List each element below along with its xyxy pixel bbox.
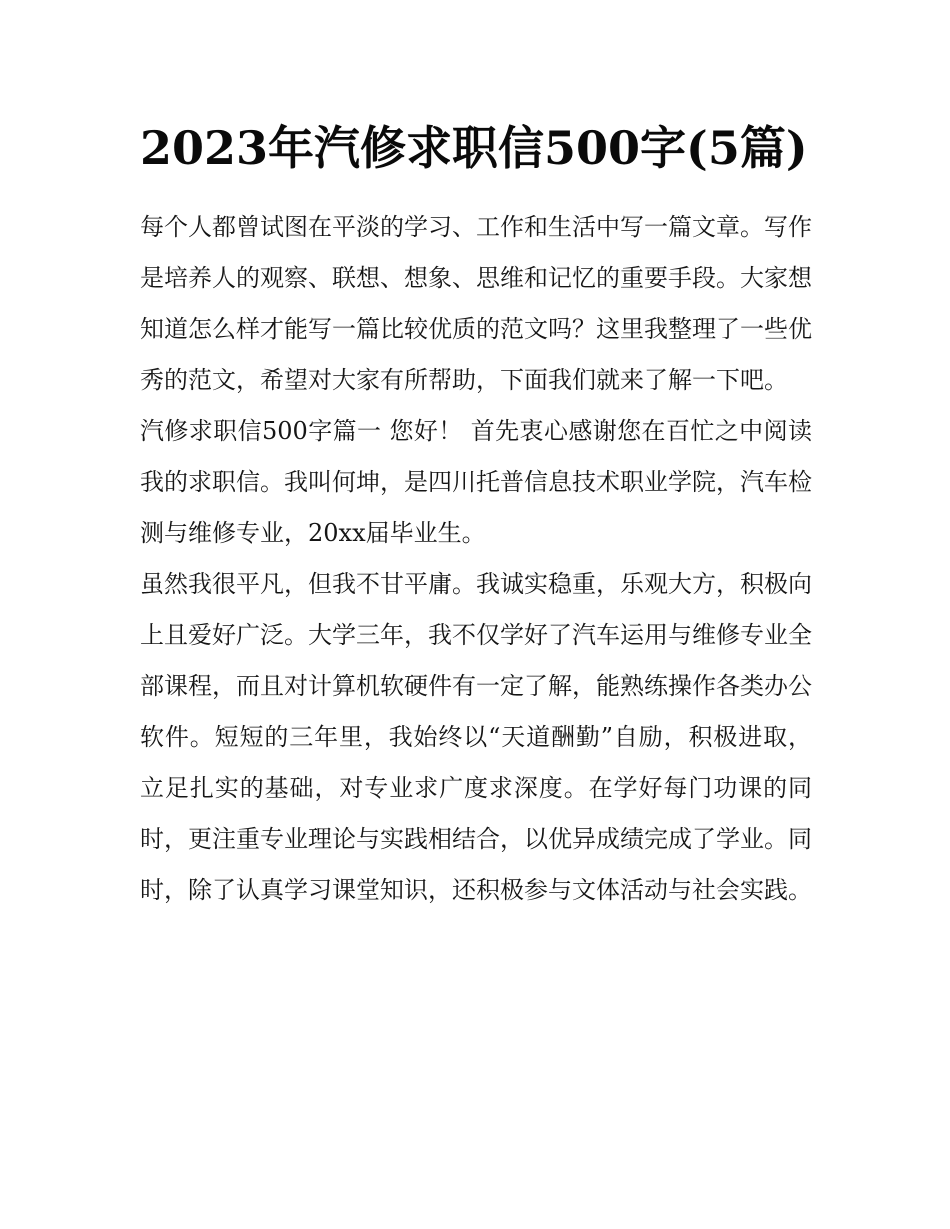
letter-body-paragraph: 虽然我很平凡，但我不甘平庸。我诚实稳重，乐观大方，积极向上且爱好广泛。大学三年，我不仅学好了汽车运用与维修专业全部课程，而且对计算机软硬件有一定了解，能熟练操作各类办公软件。短短的三年里，我始终以“天道酬勤”自励，积极进取，立足扎实的基础，对专业求广度求深度。在学好每门功课的同时，更注重专业理论与实践相结合，以优异成绩完成了学业。同时，除了认真学习课堂知识，还积极参与文体活动与社会实践。	[140, 570, 812, 904]
intro-paragraph: 每个人都曾试图在平淡的学习、工作和生活中写一篇文章。写作是培养人的观察、联想、想象、思维和记忆的重要手段。大家想知道怎么样才能写一篇比较优质的范文吗？这里我整理了一些优秀的范文，希望对大家有所帮助，下面我们就来了解一下吧。	[140, 213, 812, 394]
letter-opening-paragraph: 汽修求职信500字篇一 您好！ 首先衷心感谢您在百忙之中阅读我的求职信。我叫何坤，是四川托普信息技术职业学院，汽车检测与维修专业，20xx届毕业生。	[140, 417, 812, 547]
document-title: 2023年汽修求职信500字(5篇)	[140, 121, 808, 175]
document-body	[140, 112, 812, 916]
